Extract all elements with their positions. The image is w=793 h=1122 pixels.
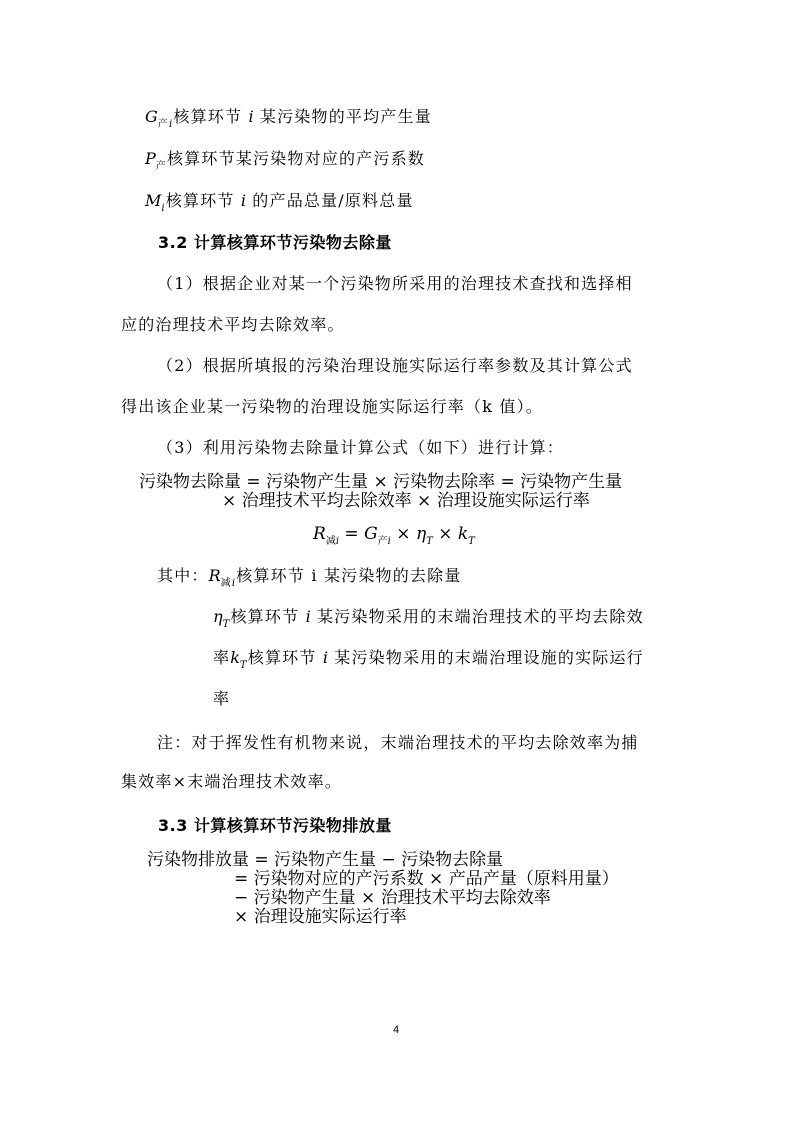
symbol-p: P — [145, 149, 156, 168]
k-text2: 某污染物采用的末端治理设施的实际运行 — [328, 648, 644, 667]
symbol-g-sub: 产 — [157, 119, 169, 130]
definition-m — [145, 190, 414, 215]
paragraph-1-line-a: （1）根据企业对某一个污染物所采用的治理技术查找和选择相 — [157, 274, 633, 293]
eta-symbol: η — [213, 607, 223, 626]
eq-r-sub-i: i — [335, 536, 340, 547]
where-r-definition — [157, 565, 462, 590]
paragraph-1-line-b: 应的治理技术平均去除效率。 — [121, 315, 345, 334]
eq-eta: η — [415, 524, 427, 544]
definition-g-text: 核算环节 — [173, 107, 249, 126]
eq-times-1: × — [390, 524, 416, 544]
eq-k: k — [457, 524, 469, 544]
paragraph-3: （3）利用污染物去除量计算公式（如下）进行计算： — [157, 438, 564, 457]
k-definition-tail: 率 — [213, 689, 231, 708]
eq-eta-sub: T — [426, 536, 433, 547]
note-line-b: 集效率×末端治理技术效率。 — [121, 772, 343, 791]
page-number: 4 — [393, 1024, 400, 1036]
where-r-sub-i: i — [231, 578, 237, 589]
paragraph-2-line-a: （2）根据所填报的污染治理设施实际运行率参数及其计算公式 — [157, 356, 633, 375]
symbol-g-sub-i: i — [168, 119, 174, 130]
definition-g-i: i — [248, 107, 254, 126]
k-symbol: k — [230, 648, 240, 667]
eq-times-2: × — [432, 524, 458, 544]
removal-formula-line-2: × 治理技术平均去除效率 × 治理设施实际运行率 — [222, 491, 590, 511]
eta-sub: T — [222, 619, 231, 630]
k-prefix: 率 — [213, 648, 231, 667]
eta-definition — [213, 606, 644, 631]
definition-g-text2: 某污染物的平均产生量 — [253, 107, 432, 126]
emission-formula-line-4: × 治理设施实际运行率 — [234, 907, 407, 927]
symbol-g: G — [145, 107, 158, 126]
symbol-m-sub: i — [161, 203, 166, 214]
definition-m-i: i — [240, 191, 247, 210]
definition-p — [145, 148, 425, 173]
where-r: R — [208, 566, 221, 585]
section-heading-3-2: 3.2 计算核算环节污染物去除量 — [158, 233, 392, 252]
where-r-text: 核算环节 i 某污染物的去除量 — [236, 566, 462, 585]
section-heading-3-3: 3.3 计算核算环节污染物排放量 — [158, 816, 392, 835]
eq-equals: = — [339, 524, 365, 544]
removal-equation — [313, 523, 475, 548]
definition-m-text: 核算环节 — [165, 191, 241, 210]
emission-formula-line-3: − 污染物产生量 × 治理技术平均去除效率 — [234, 888, 551, 908]
eq-r: R — [313, 524, 326, 544]
k-text: 核算环节 — [247, 648, 323, 667]
eq-k-sub: T — [468, 536, 475, 547]
k-definition — [213, 647, 644, 672]
where-r-sub: 减 — [220, 578, 232, 589]
eta-i: i — [305, 607, 311, 626]
eta-text: 核算环节 — [230, 607, 306, 626]
eq-g-sub-i: i — [387, 536, 391, 547]
eta-text2: 某污染物采用的末端治理技术的平均去除效 — [310, 607, 644, 626]
eq-r-sub: 减 — [325, 536, 336, 547]
note-line-a: 注：对于挥发性有机物来说，末端治理技术的平均去除效率为捕 — [157, 733, 639, 752]
eq-g-sub: 产 — [377, 536, 388, 547]
eq-g: G — [364, 524, 378, 544]
emission-formula-line-2: = 污染物对应的产污系数 × 产品产量（原料用量） — [234, 869, 619, 889]
removal-formula-line-1: 污染物去除量 = 污染物产生量 × 污染物去除率 = 污染物产生量 — [139, 472, 623, 492]
definition-p-text: 核算环节某污染物对应的产污系数 — [166, 149, 425, 168]
paragraph-2-line-b: 得出该企业某一污染物的治理设施实际运行率（k 值）。 — [121, 397, 543, 416]
definition-m-text2: 的产品总量/原料总量 — [246, 191, 414, 210]
where-label: 其中： — [157, 566, 209, 585]
definition-g — [145, 106, 432, 131]
k-sub: T — [239, 660, 248, 671]
symbol-m: M — [145, 191, 162, 210]
emission-formula-line-1: 污染物排放量 = 污染物产生量 − 污染物去除量 — [147, 850, 504, 870]
k-i: i — [322, 648, 328, 667]
symbol-p-sub: 产 — [155, 161, 167, 172]
